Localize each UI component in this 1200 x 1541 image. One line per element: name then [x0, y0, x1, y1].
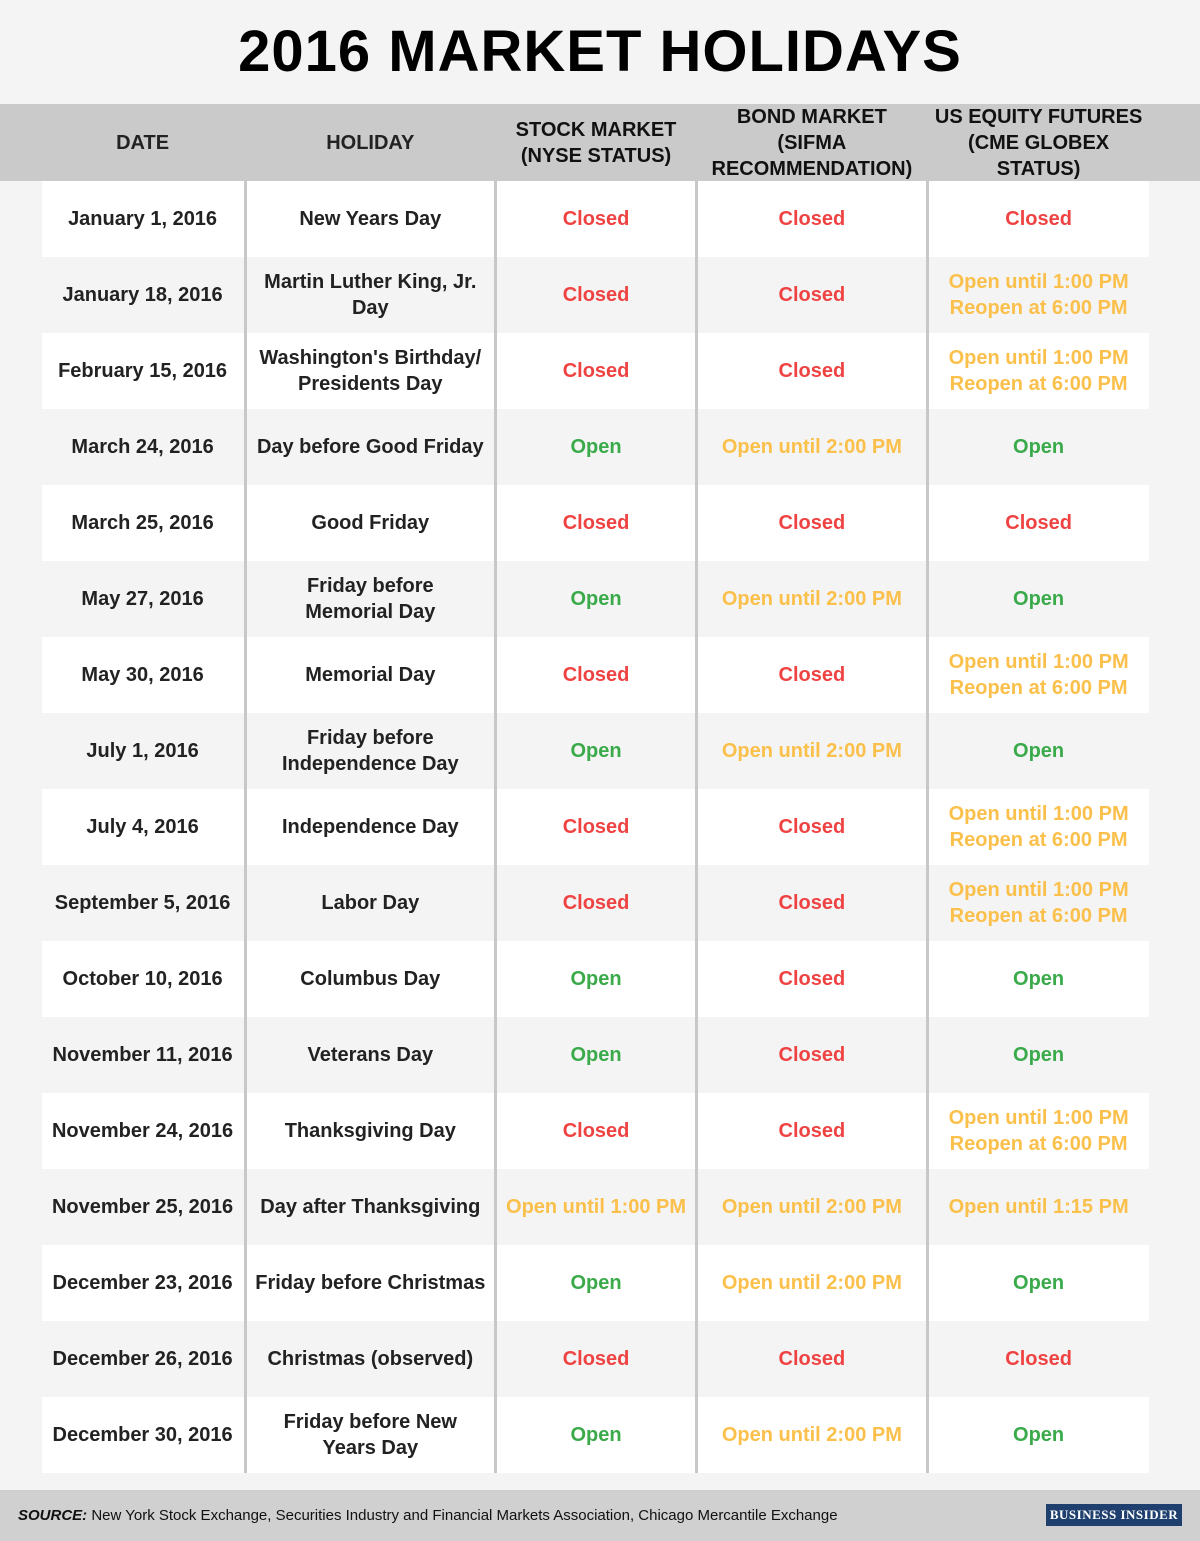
cell-futures-status: Closed — [1005, 1348, 1072, 1370]
row-margin-right — [1149, 1169, 1200, 1245]
cell-stock-status: Closed — [562, 1348, 630, 1370]
cell-futures-status: Open — [1013, 968, 1065, 990]
row-margin-left — [0, 561, 42, 637]
business-insider-logo: BUSINESS INSIDER — [1046, 1504, 1182, 1526]
row-margin-right — [1149, 333, 1200, 409]
row-margin-right — [1149, 1017, 1200, 1093]
row-margin-left — [0, 1017, 42, 1093]
table-row — [0, 789, 1200, 865]
row-margin-left — [0, 1169, 42, 1245]
cell-futures-status: Closed — [1005, 512, 1072, 534]
cell-futures-status: Open — [1013, 1424, 1065, 1446]
table-row — [0, 713, 1200, 789]
cell-bond-status: Closed — [778, 284, 846, 306]
table-row — [0, 1321, 1200, 1397]
cell-date: July 4, 2016 — [86, 816, 199, 838]
cell-date: March 25, 2016 — [71, 512, 214, 534]
cell-bond-status: Open until 2:00 PM — [721, 1196, 902, 1218]
cell-holiday: Independence Day — [281, 816, 459, 838]
row-margin-left — [0, 865, 42, 941]
source-label: SOURCE: — [18, 1507, 88, 1524]
cell-futures-status: Open — [1013, 1272, 1065, 1294]
cell-stock-status: Open — [570, 1044, 622, 1066]
cell-stock-status: Open until 1:00 PM — [506, 1196, 687, 1218]
cell-date: May 30, 2016 — [81, 664, 204, 686]
cell-date: November 25, 2016 — [51, 1196, 234, 1218]
cell-bond-status: Closed — [778, 892, 846, 914]
row-margin-left — [0, 333, 42, 409]
cell-holiday: Thanksgiving Day — [284, 1120, 456, 1142]
header-date: DATE — [116, 131, 170, 154]
cell-holiday: Friday before Memorial Day — [305, 575, 436, 623]
row-margin-left — [0, 713, 42, 789]
row-margin-right — [1149, 409, 1200, 485]
row-margin-left — [0, 1245, 42, 1321]
row-margin-left — [0, 181, 42, 257]
cell-holiday: Day after Thanksgiving — [260, 1196, 481, 1218]
row-margin-left — [0, 485, 42, 561]
row-margin-right — [1149, 789, 1200, 865]
cell-bond-status: Closed — [778, 512, 846, 534]
table-row — [0, 865, 1200, 941]
cell-stock-status: Closed — [562, 284, 630, 306]
header-margin-right — [1149, 104, 1200, 181]
cell-stock-status: Closed — [562, 892, 630, 914]
row-margin-left — [0, 1397, 42, 1473]
row-margin-right — [1149, 257, 1200, 333]
cell-stock-status: Closed — [562, 816, 630, 838]
cell-bond-status: Open until 2:00 PM — [721, 436, 902, 458]
table-row — [0, 1169, 1200, 1245]
cell-bond-status: Open until 2:00 PM — [721, 1424, 902, 1446]
page-title: 2016 MARKET HOLIDAYS — [0, 0, 1200, 104]
cell-date: February 15, 2016 — [58, 360, 228, 382]
row-margin-left — [0, 409, 42, 485]
cell-holiday: Martin Luther King, Jr. Day — [264, 271, 477, 319]
cell-bond-status: Closed — [778, 1348, 846, 1370]
cell-stock-status: Open — [570, 968, 622, 990]
cell-date: July 1, 2016 — [86, 740, 199, 762]
cell-bond-status: Closed — [778, 208, 846, 230]
header-equity-futures: US EQUITY FUTURES (CME GLOBEX STATUS) — [934, 105, 1143, 180]
cell-date: December 23, 2016 — [52, 1272, 233, 1294]
table-row — [0, 181, 1200, 257]
cell-date: January 1, 2016 — [68, 208, 218, 230]
cell-bond-status: Closed — [778, 360, 846, 382]
cell-holiday: Friday before Christmas — [255, 1272, 486, 1294]
cell-futures-status: Open until 1:00 PM Reopen at 6:00 PM — [948, 879, 1129, 927]
cell-futures-status: Open — [1013, 740, 1065, 762]
row-margin-right — [1149, 1245, 1200, 1321]
cell-date: December 26, 2016 — [52, 1348, 233, 1370]
table-row — [0, 561, 1200, 637]
row-margin-right — [1149, 561, 1200, 637]
cell-futures-status: Open until 1:00 PM Reopen at 6:00 PM — [948, 1107, 1129, 1155]
cell-bond-status: Open until 2:00 PM — [721, 588, 902, 610]
row-margin-right — [1149, 1397, 1200, 1473]
cell-date: January 18, 2016 — [62, 284, 223, 306]
row-margin-right — [1149, 1321, 1200, 1397]
cell-futures-status: Closed — [1005, 208, 1072, 230]
cell-date: November 24, 2016 — [51, 1120, 234, 1142]
table-row — [0, 1245, 1200, 1321]
cell-holiday: Day before Good Friday — [256, 436, 484, 458]
row-margin-right — [1149, 637, 1200, 713]
cell-bond-status: Closed — [778, 816, 846, 838]
row-margin-right — [1149, 485, 1200, 561]
cell-futures-status: Open until 1:00 PM Reopen at 6:00 PM — [948, 347, 1129, 395]
cell-date: December 30, 2016 — [52, 1424, 233, 1446]
row-margin-left — [0, 1321, 42, 1397]
cell-stock-status: Open — [570, 436, 622, 458]
cell-holiday: Friday before New Years Day — [283, 1411, 457, 1459]
holiday-table-body — [0, 181, 1200, 1473]
cell-stock-status: Closed — [562, 1120, 630, 1142]
cell-bond-status: Open until 2:00 PM — [721, 740, 902, 762]
cell-holiday: New Years Day — [299, 208, 442, 230]
row-margin-right — [1149, 181, 1200, 257]
cell-date: September 5, 2016 — [54, 892, 231, 914]
cell-stock-status: Open — [570, 1424, 622, 1446]
row-margin-left — [0, 789, 42, 865]
cell-futures-status: Open — [1013, 588, 1065, 610]
cell-stock-status: Closed — [562, 664, 630, 686]
table-row — [0, 1017, 1200, 1093]
table-row — [0, 409, 1200, 485]
cell-holiday: Washington's Birthday/ Presidents Day — [259, 347, 482, 395]
source-note — [18, 1507, 838, 1524]
table-row — [0, 333, 1200, 409]
cell-stock-status: Closed — [562, 512, 630, 534]
cell-stock-status: Closed — [562, 208, 630, 230]
row-margin-right — [1149, 865, 1200, 941]
cell-holiday: Veterans Day — [307, 1044, 434, 1066]
cell-holiday: Labor Day — [321, 892, 420, 914]
cell-holiday: Friday before Independence Day — [281, 727, 459, 775]
table-row — [0, 257, 1200, 333]
cell-stock-status: Closed — [562, 360, 630, 382]
cell-date: March 24, 2016 — [71, 436, 214, 458]
row-margin-left — [0, 1093, 42, 1169]
cell-stock-status: Open — [570, 1272, 622, 1294]
row-margin-left — [0, 257, 42, 333]
header-bond-market: BOND MARKET (SIFMA RECOMMENDATION) — [711, 105, 913, 180]
cell-futures-status: Open — [1013, 1044, 1065, 1066]
row-margin-left — [0, 941, 42, 1017]
cell-bond-status: Closed — [778, 1044, 846, 1066]
row-margin-right — [1149, 1093, 1200, 1169]
cell-holiday: Good Friday — [311, 512, 430, 534]
header-holiday: HOLIDAY — [326, 131, 415, 154]
table-row — [0, 1397, 1200, 1473]
cell-stock-status: Open — [570, 740, 622, 762]
cell-date: May 27, 2016 — [81, 588, 204, 610]
cell-bond-status: Closed — [778, 1120, 846, 1142]
cell-holiday: Christmas (observed) — [267, 1348, 474, 1370]
cell-futures-status: Open until 1:00 PM Reopen at 6:00 PM — [948, 271, 1129, 319]
table-row — [0, 637, 1200, 713]
table-row — [0, 485, 1200, 561]
table-row — [0, 1093, 1200, 1169]
cell-date: November 11, 2016 — [52, 1044, 233, 1066]
header-stock-market: STOCK MARKET (NYSE STATUS) — [515, 118, 677, 167]
cell-bond-status: Closed — [778, 664, 846, 686]
header-margin-left — [0, 104, 42, 181]
cell-holiday: Memorial Day — [305, 664, 436, 686]
cell-bond-status: Closed — [778, 968, 846, 990]
cell-holiday: Columbus Day — [300, 968, 441, 990]
table-row — [0, 941, 1200, 1017]
cell-futures-status: Open — [1013, 436, 1065, 458]
row-margin-right — [1149, 713, 1200, 789]
cell-bond-status: Open until 2:00 PM — [721, 1272, 902, 1294]
cell-futures-status: Open until 1:15 PM — [948, 1196, 1129, 1218]
row-margin-left — [0, 637, 42, 713]
cell-futures-status: Open until 1:00 PM Reopen at 6:00 PM — [948, 803, 1129, 851]
cell-date: October 10, 2016 — [62, 968, 223, 990]
cell-stock-status: Open — [570, 588, 622, 610]
cell-futures-status: Open until 1:00 PM Reopen at 6:00 PM — [948, 651, 1129, 699]
table-header — [0, 104, 1200, 181]
footer — [0, 1490, 1200, 1541]
source-text: New York Stock Exchange, Securities Industry and Financial Markets Association, Chicago Mercantile Exchange — [87, 1507, 838, 1524]
row-margin-right — [1149, 941, 1200, 1017]
